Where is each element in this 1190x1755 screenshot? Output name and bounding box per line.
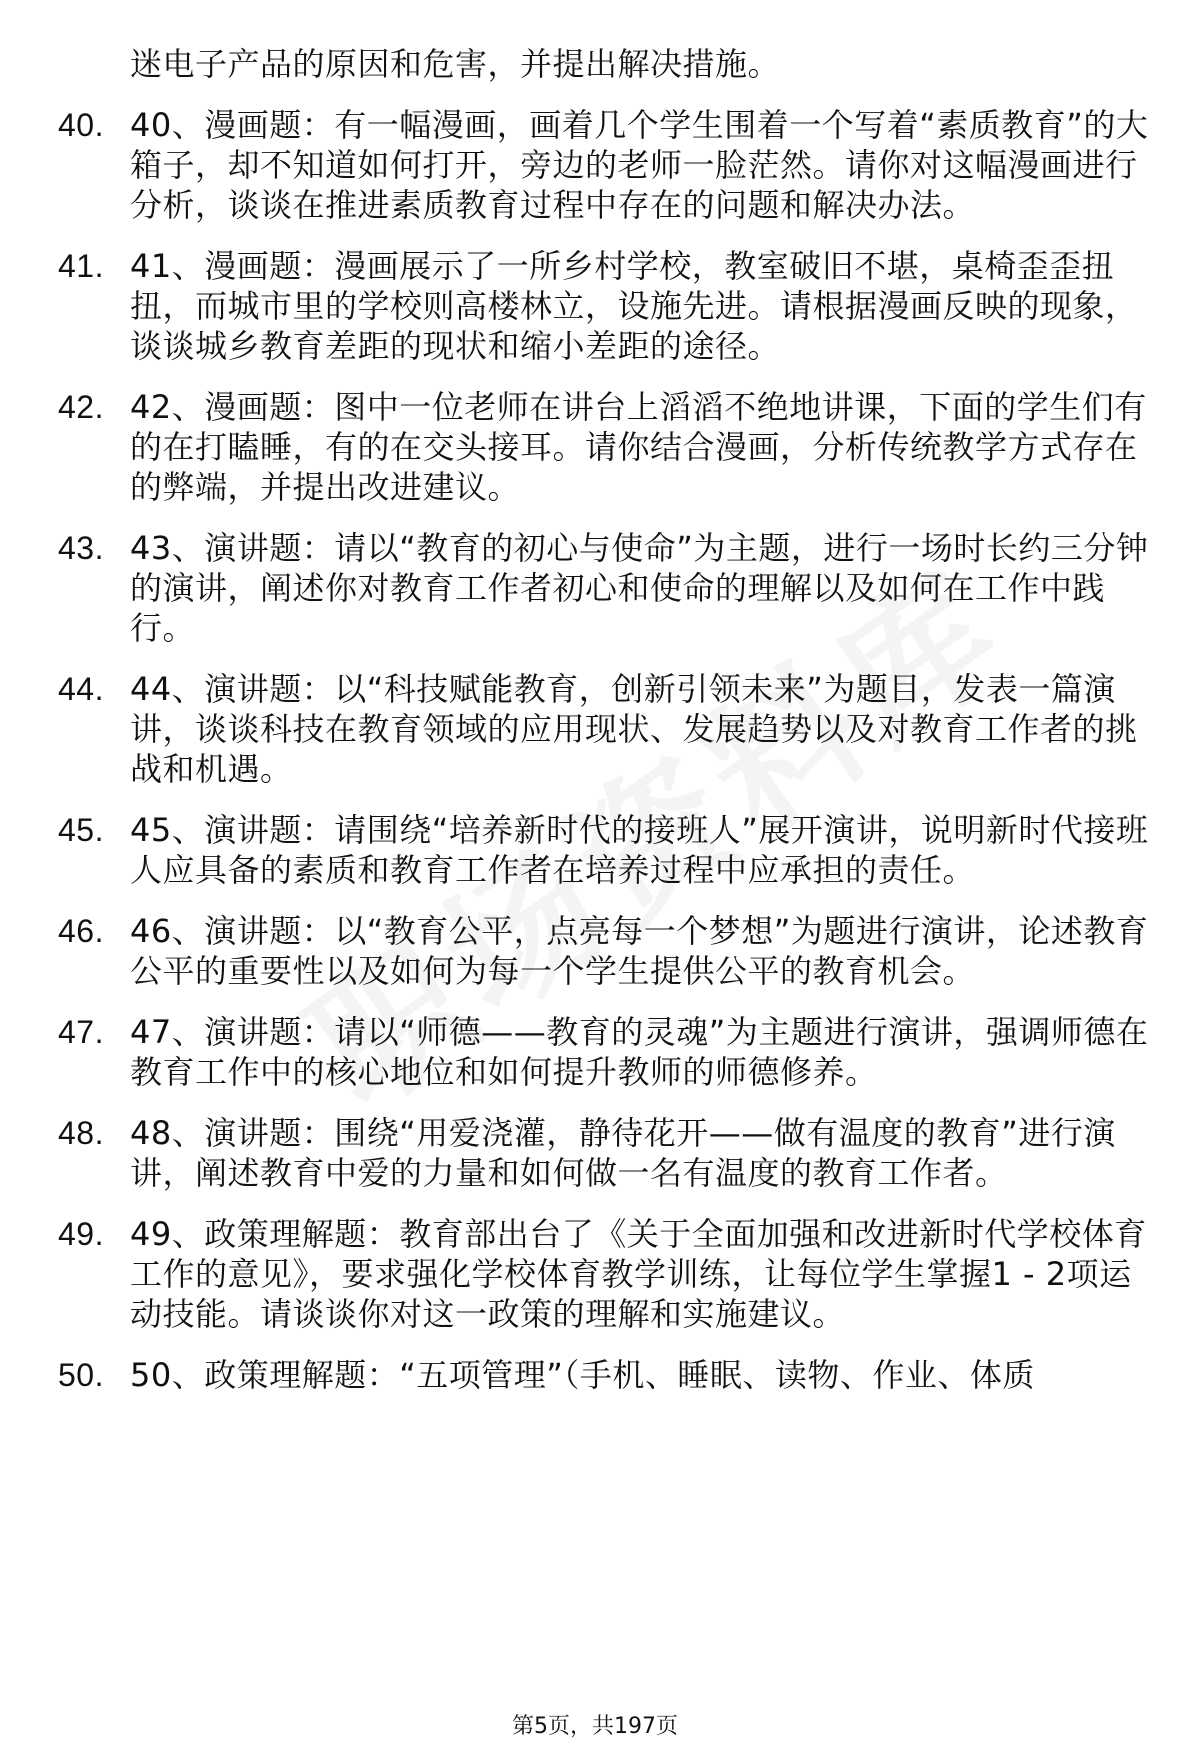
item-text: 42、漫画题：图中一位老师在讲台上滔滔不绝地讲课，下面的学生们有的在打瞌睡，有的在交头接耳。请你结合漫画，分析传统教学方式存在的弊端，并提出改进建议。 — [130, 388, 1147, 506]
item-number: 48. — [58, 1115, 104, 1151]
item-text: 41、漫画题：漫画展示了一所乡村学校，教室破旧不堪，桌椅歪歪扭扭，而城市里的学校则高楼林立，设施先进。请根据漫画反映的现象，谈谈城乡教育差距的现状和缩小差距的途径。 — [130, 247, 1138, 365]
item-text: 46、演讲题：以“教育公平，点亮每一个梦想”为题进行演讲，论述教育公平的重要性以及如何为每一个学生提供公平的教育机会。 — [130, 912, 1149, 990]
item-number: 41. — [58, 248, 104, 284]
item-text: 40、漫画题：有一幅漫画，画着几个学生围着一个写着“素质教育”的大箱子，却不知道如何打开，旁边的老师一脸茫然。请你对这幅漫画进行分析，谈谈在推进素质教育过程中存在的问题和解决办法。 — [130, 106, 1149, 224]
item-number: 46. — [58, 913, 104, 949]
item-text: 44、演讲题：以“科技赋能教育，创新引领未来”为题目，发表一篇演讲，谈谈科技在教育领域的应用现状、发展趋势以及对教育工作者的挑战和机遇。 — [130, 670, 1138, 788]
list-item — [58, 810, 1158, 890]
item-text: 47、演讲题：请以“师德——教育的灵魂”为主题进行演讲，强调师德在教育工作中的核心地位和如何提升教师的师德修养。 — [130, 1013, 1149, 1091]
page-footer: 第5页，共197页 — [512, 1714, 678, 1739]
item-text: 49、政策理解题：教育部出台了《关于全面加强和改进新时代学校体育工作的意见》，要求强化学校体育教学训练，让每位学生掌握1 - 2项运动技能。请谈谈你对这一政策的理解和实施建议。 — [130, 1215, 1147, 1333]
continuation-text: 迷电子产品的原因和危害，并提出解决措施。 — [130, 45, 781, 83]
question-list — [58, 44, 1158, 1395]
item-number: 45. — [58, 812, 104, 848]
item-text: 48、演讲题：围绕“用爱浇灌，静待花开——做有温度的教育”进行演讲，阐述教育中爱的力量和如何做一名有温度的教育工作者。 — [130, 1114, 1116, 1192]
list-item — [58, 1355, 1158, 1395]
list-item — [58, 387, 1158, 507]
item-number: 43. — [58, 530, 104, 566]
item-number: 47. — [58, 1014, 104, 1050]
list-item — [58, 528, 1158, 648]
list-item — [58, 246, 1158, 366]
item-text: 43、演讲题：请以“教育的初心与使命”为主题，进行一场时长约三分钟的演讲，阐述你对教育工作者初心和使命的理解以及如何在工作中践行。 — [130, 529, 1149, 647]
item-text: 50、政策理解题：“五项管理”（手机、睡眠、读物、作业、体质 — [130, 1356, 1035, 1394]
list-item — [58, 105, 1158, 225]
item-number: 44. — [58, 671, 104, 707]
list-item — [58, 1113, 1158, 1193]
list-item — [58, 669, 1158, 789]
item-text: 45、演讲题：请围绕“培养新时代的接班人”展开演讲，说明新时代接班人应具备的素质和教育工作者在培养过程中应承担的责任。 — [130, 811, 1149, 889]
item-number: 49. — [58, 1216, 104, 1252]
list-item — [58, 1214, 1158, 1334]
item-number: 50. — [58, 1357, 104, 1393]
item-number: 42. — [58, 389, 104, 425]
list-item — [58, 1012, 1158, 1092]
item-number: 40. — [58, 107, 104, 143]
list-item — [58, 911, 1158, 991]
